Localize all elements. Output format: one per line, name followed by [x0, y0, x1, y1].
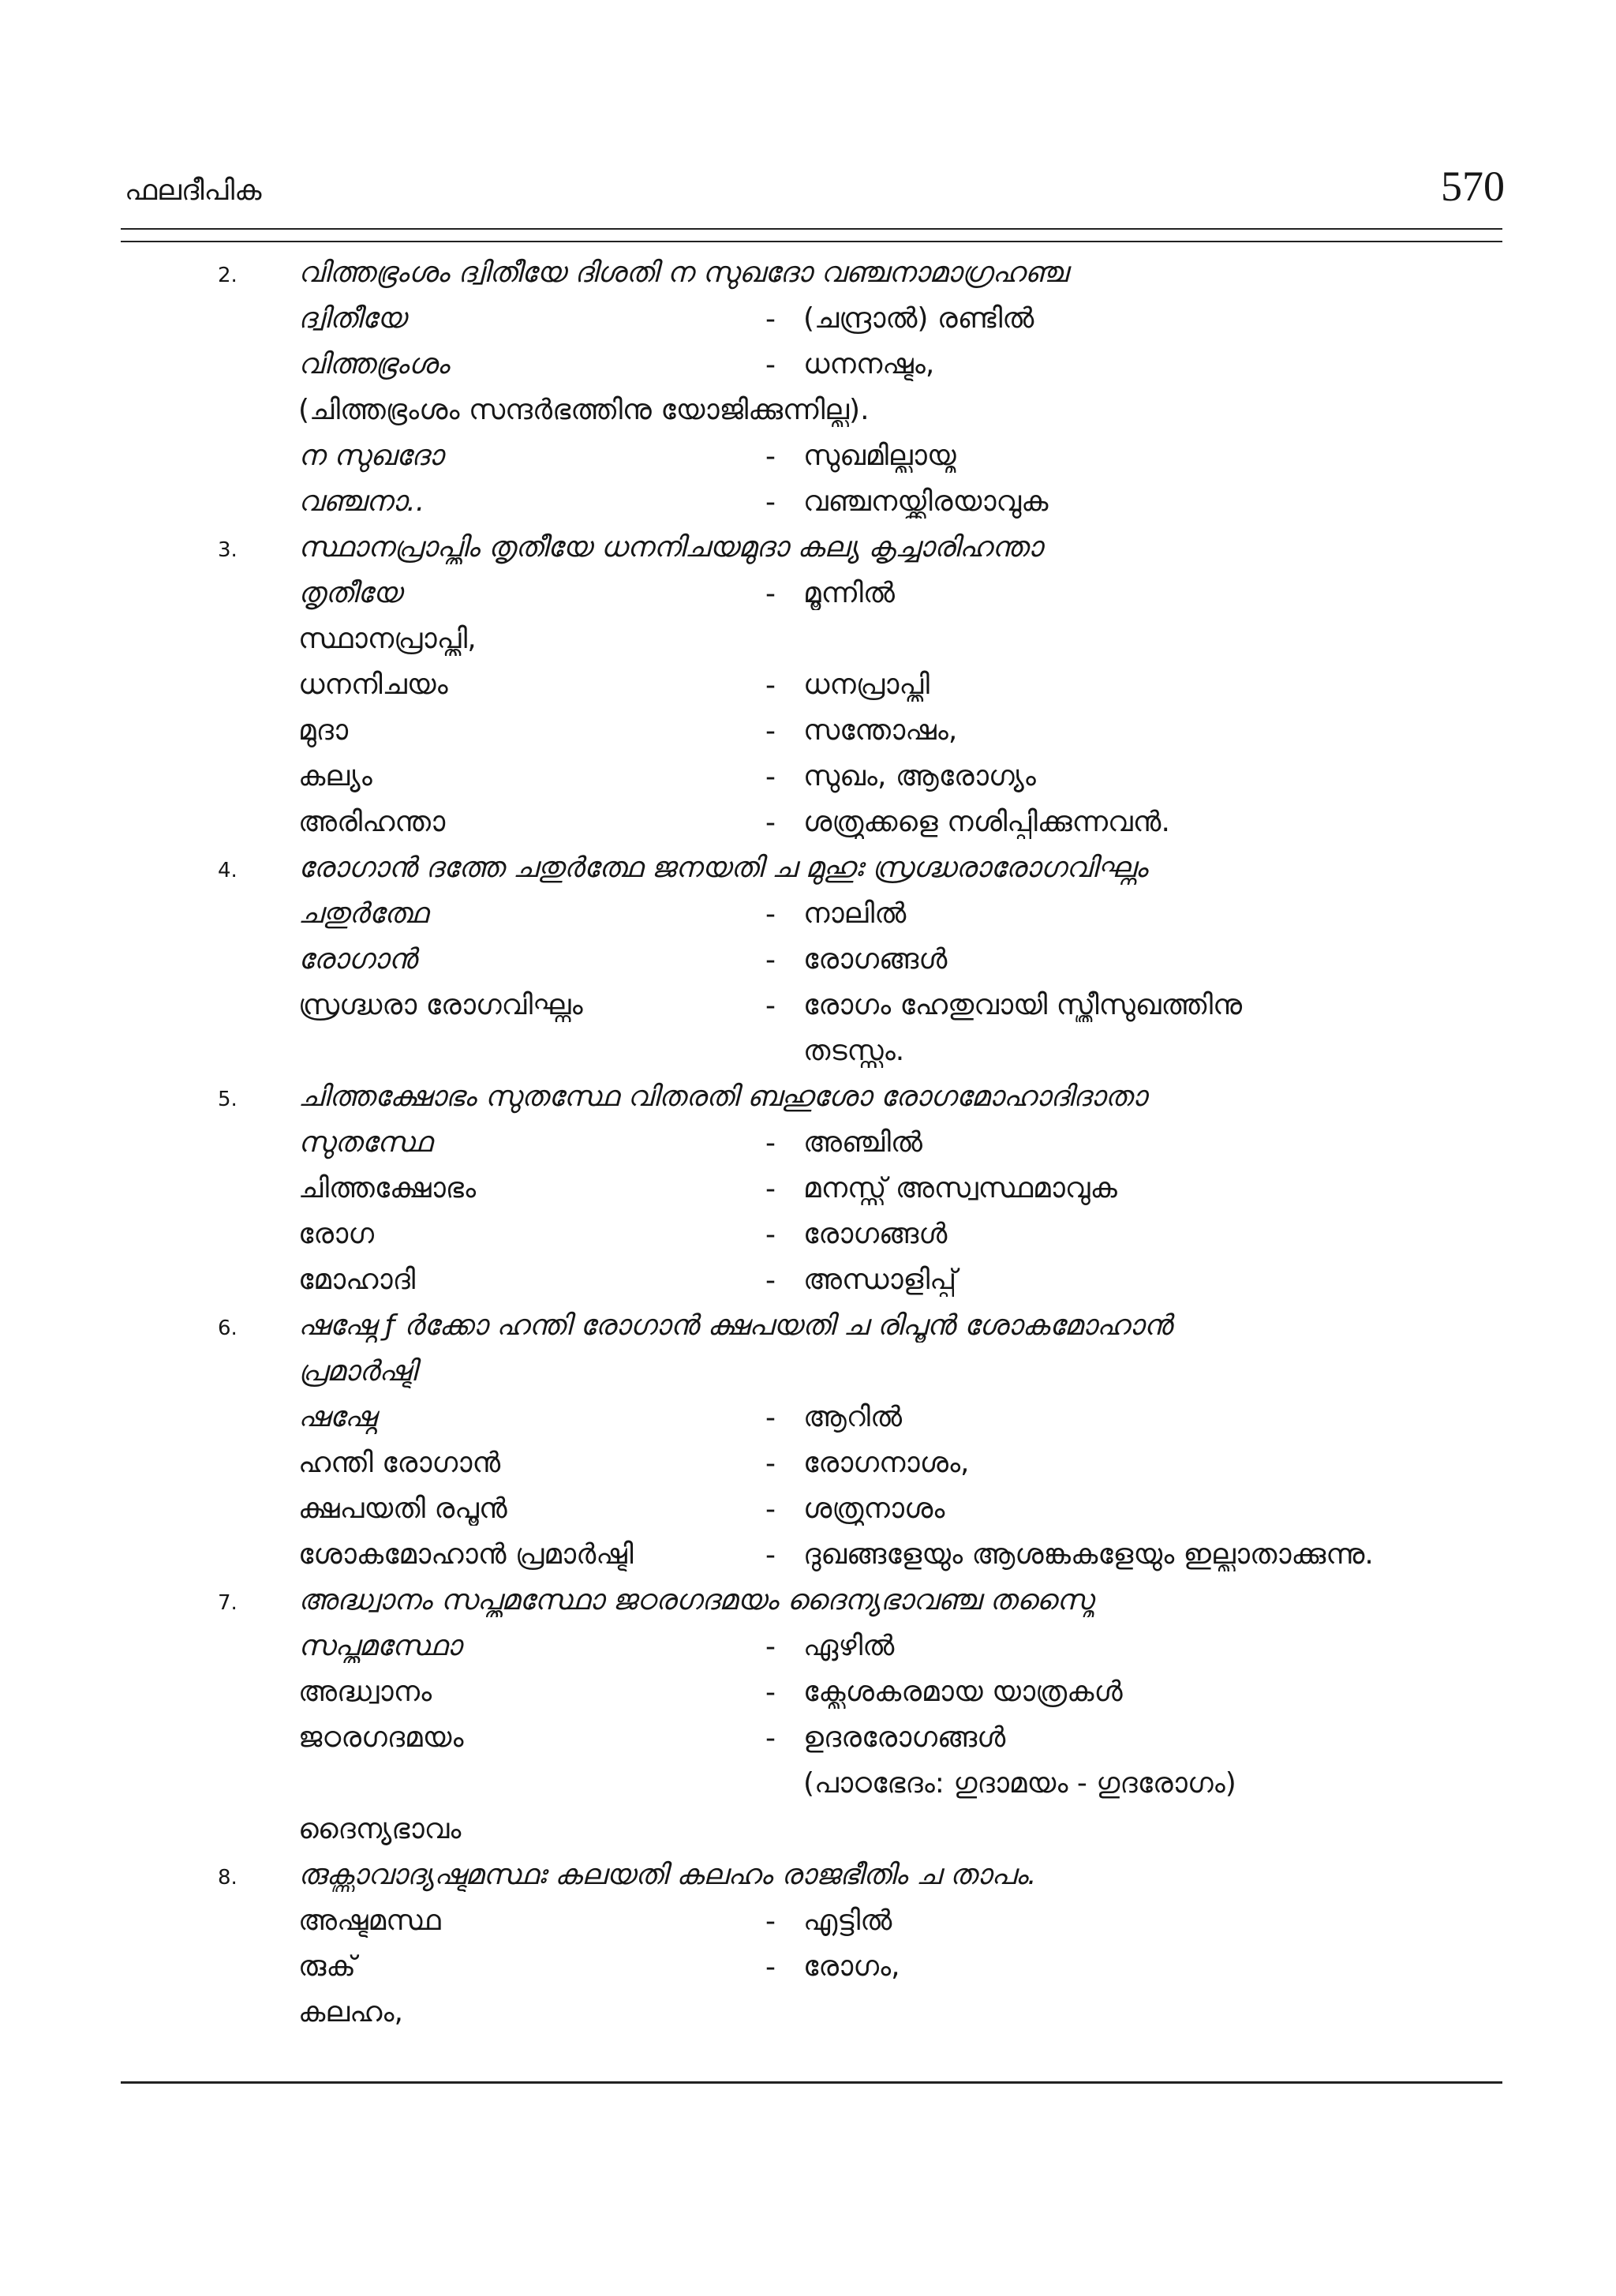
gloss-row [218, 1898, 1506, 1944]
gloss-dash: - [765, 714, 776, 747]
gloss-term: ചതുർത്ഥേ [298, 897, 428, 930]
gloss-term: ഹന്തി രോഗാൻ [298, 1447, 501, 1479]
gloss-note: (ചിത്തഭ്രംശം സന്ദർഭത്തിനു യോജിക്കുന്നില്ല). [298, 394, 870, 426]
gloss-dash: - [765, 1950, 776, 1983]
header-rule-top [121, 228, 1502, 230]
verse-row [218, 1852, 1506, 1898]
gloss-dash: - [765, 1676, 776, 1709]
gloss-row [218, 1944, 1506, 1990]
gloss-term: ന സുഖദോ [298, 440, 443, 472]
verse-line: അദ്ധ്വാനം സപ്തമസ്ഥോ ജഠരഗദമയം ദൈന്യഭാവഞ്ച തസ്മൈ [298, 1584, 1094, 1616]
gloss-meaning: രോഗം ഹേതുവായി സ്ത്രീസുഖത്തിനു [803, 989, 1243, 1021]
verse-row [218, 845, 1506, 891]
gloss-meaning: അഞ്ചിൽ [803, 1126, 922, 1159]
gloss-term: ചിത്തക്ഷോഭം [298, 1172, 477, 1204]
gloss-dash: - [765, 1401, 776, 1434]
verse-row [218, 1578, 1506, 1624]
gloss-row [218, 1807, 1506, 1852]
page-number: 570 [1441, 163, 1505, 210]
gloss-dash: - [765, 1264, 776, 1297]
gloss-row [218, 1532, 1506, 1578]
gloss-dash: - [765, 1493, 776, 1526]
gloss-term: രോഗാൻ [298, 943, 417, 976]
gloss-term: ദൈന്യഭാവം [298, 1813, 462, 1845]
gloss-dash: - [765, 760, 776, 793]
commentary-body [218, 250, 1506, 2036]
gloss-term: രുക് [298, 1950, 356, 1983]
gloss-term: മുദാ [298, 714, 349, 747]
verse-line: പ്രമാർഷ്ടി [298, 1355, 417, 1388]
gloss-row [218, 1395, 1506, 1440]
footer-rule [121, 2081, 1502, 2084]
gloss-meaning: എട്ടിൽ [803, 1905, 892, 1937]
gloss-term: സ്രഗ്ദ്ധരാ രോഗവിഘ്നം [298, 989, 583, 1021]
running-header-title: ഫലദീപിക [125, 174, 262, 207]
gloss-row [218, 1120, 1506, 1166]
verse-line: സ്ഥാനപ്രാപ്തിം തൃതീയേ ധനനിചയമുദാ കല്യ കൃച്ചാരിഹന്താ [298, 531, 1042, 564]
gloss-dash: - [765, 440, 776, 473]
verse-number: 4. [218, 859, 238, 882]
gloss-row [218, 708, 1506, 754]
verse-row [218, 1349, 1506, 1395]
gloss-term: സുതസ്ഥേ [298, 1126, 432, 1159]
gloss-row [218, 800, 1506, 845]
gloss-dash: - [765, 806, 776, 839]
gloss-meaning: രോഗങ്ങൾ [803, 943, 948, 976]
gloss-row [218, 754, 1506, 800]
verse-number: 2. [218, 264, 238, 287]
gloss-dash: - [765, 348, 776, 381]
verse-line: ചിത്തക്ഷോഭം സുതസ്ഥേ വിതരതി ബഹുശോ രോഗമോഹാദിദാതാ [298, 1081, 1147, 1113]
gloss-meaning-continuation: (പാഠഭേദം: ഗുദാമയം - ഗുദരോഗം) [803, 1767, 1236, 1800]
gloss-row [218, 1166, 1506, 1212]
gloss-meaning: രോഗങ്ങൾ [803, 1218, 948, 1250]
gloss-meaning: സുഖം, ആരോഗ്യം [803, 760, 1036, 792]
verse-number: 7. [218, 1591, 238, 1615]
gloss-meaning: സന്തോഷം, [803, 714, 958, 747]
gloss-row [218, 1486, 1506, 1532]
header-rule-bottom [121, 241, 1502, 242]
gloss-row [218, 937, 1506, 983]
verse-number: 3. [218, 538, 238, 562]
verse-row [218, 250, 1506, 296]
gloss-meaning: രോഗനാശം, [803, 1447, 970, 1479]
gloss-term: ക്ഷപയതി രപൂൻ [298, 1493, 507, 1525]
gloss-dash: - [765, 1126, 776, 1159]
verse-number: 6. [218, 1317, 238, 1340]
gloss-continuation-row [218, 1761, 1506, 1807]
gloss-meaning: നാലിൽ [803, 897, 907, 930]
gloss-meaning: ഉദരരോഗങ്ങൾ [803, 1721, 1006, 1754]
gloss-row [218, 662, 1506, 708]
gloss-row [218, 296, 1506, 342]
verse-row [218, 525, 1506, 571]
gloss-dash: - [765, 943, 776, 976]
gloss-row [218, 891, 1506, 937]
gloss-term: തൃതീയേ [298, 577, 402, 609]
gloss-row [218, 342, 1506, 388]
gloss-dash: - [765, 1172, 776, 1205]
gloss-row [218, 616, 1506, 662]
gloss-term: സ്ഥാനപ്രാപ്തി, [298, 623, 477, 655]
gloss-dash: - [765, 577, 776, 610]
verse-number: 5. [218, 1088, 238, 1111]
gloss-meaning: ധനപ്രാപ്തി [803, 669, 930, 701]
gloss-dash: - [765, 1447, 776, 1480]
verse-row [218, 1074, 1506, 1120]
gloss-row [218, 1440, 1506, 1486]
gloss-term: വിത്തഭ്രംശം [298, 348, 449, 380]
gloss-term: കല്യം [298, 760, 372, 792]
gloss-meaning: (ചന്ദ്രാൽ) രണ്ടിൽ [803, 302, 1034, 335]
gloss-meaning: സുഖമില്ലായ്മ [803, 440, 956, 472]
gloss-meaning: ശത്രുനാശം [803, 1493, 945, 1525]
gloss-dash: - [765, 1630, 776, 1663]
gloss-meaning: വഞ്ചനയ്ക്കിരയാവുക [803, 485, 1049, 518]
gloss-meaning: മനസ്സ് അസ്വസ്ഥമാവുക [803, 1172, 1117, 1204]
gloss-row [218, 983, 1506, 1028]
gloss-term: അരിഹന്താ [298, 806, 446, 838]
gloss-meaning: ക്ലേശകരമായ യാത്രകൾ [803, 1676, 1123, 1708]
gloss-row [218, 1212, 1506, 1257]
gloss-dash: - [765, 1905, 776, 1938]
gloss-dash: - [765, 302, 776, 335]
gloss-meaning: രോഗം, [803, 1950, 900, 1983]
gloss-row [218, 479, 1506, 525]
gloss-dash: - [765, 1538, 776, 1571]
gloss-meaning: ദുഖങ്ങളേയും ആശങ്കകളേയും ഇല്ലാതാക്കുന്നു. [803, 1538, 1374, 1571]
gloss-row [218, 1624, 1506, 1669]
verse-row [218, 1303, 1506, 1349]
gloss-row [218, 1257, 1506, 1303]
gloss-continuation-row [218, 1028, 1506, 1074]
gloss-term: സപ്തമസ്ഥോ [298, 1630, 462, 1662]
gloss-row [218, 1669, 1506, 1715]
gloss-dash: - [765, 1218, 776, 1251]
gloss-term: രോഗ [298, 1218, 375, 1250]
gloss-dash: - [765, 669, 776, 702]
gloss-term: ജഠരഗദമയം [298, 1721, 464, 1754]
gloss-meaning: ശത്രുക്കളെ നശിപ്പിക്കുന്നവൻ. [803, 806, 1170, 838]
gloss-dash: - [765, 989, 776, 1022]
gloss-term: കലഹം, [298, 1996, 403, 2028]
verse-line: രോഗാൻ ദത്തേ ചതുർത്ഥേ ജനയതി ച മുഹുഃ സ്രഗ്ദ്ധരാരോഗവിഘ്നം [298, 852, 1147, 884]
verse-line: ഷഷ്ഠേ ƒ ർക്കോ ഹന്തി രോഗാൻ ക്ഷപയതി ച രിപൂൻ ശോകമോഹാൻ [298, 1309, 1173, 1342]
verse-line: രുക്സ്രാവാദ്യഷ്ടമസ്ഥഃ കലയതി കലഹം രാജഭീതിം ച താപം. [298, 1859, 1037, 1891]
gloss-row [218, 571, 1506, 616]
gloss-meaning: ആറിൽ [803, 1401, 903, 1433]
gloss-note-row [218, 388, 1506, 433]
gloss-row [218, 433, 1506, 479]
gloss-meaning: ധനനഷ്ടം, [803, 348, 935, 380]
gloss-term: മോഹാദി [298, 1264, 416, 1296]
gloss-dash: - [765, 485, 776, 519]
gloss-dash: - [765, 897, 776, 931]
verse-line: വിത്തഭ്രംശം ദ്വിതീയേ ദിശതി ന സുഖദോ വഞ്ചനാമാഗ്രഹഞ്ച [298, 257, 1068, 289]
gloss-meaning: ഏഴിൽ [803, 1630, 895, 1662]
verse-number: 8. [218, 1866, 238, 1890]
gloss-term: ദ്വിതീയേ [298, 302, 406, 335]
gloss-row [218, 1715, 1506, 1761]
gloss-dash: - [765, 1721, 776, 1755]
gloss-meaning: അന്ധാളിപ്പ് [803, 1264, 957, 1296]
gloss-term: വഞ്ചനാ.. [298, 485, 425, 518]
gloss-row [218, 1990, 1506, 2036]
gloss-term: അദ്ധ്വാനം [298, 1676, 432, 1708]
gloss-term: ശോകമോഹാൻ പ്രമാർഷ്ടി [298, 1538, 634, 1571]
gloss-term: അഷ്ടമസ്ഥ [298, 1905, 441, 1937]
gloss-meaning-continuation: തടസ്സം. [803, 1035, 905, 1067]
gloss-meaning: മൂന്നിൽ [803, 577, 895, 609]
gloss-term: ധനനിചയം [298, 669, 448, 701]
gloss-term: ഷഷ്ഠേ [298, 1401, 376, 1433]
